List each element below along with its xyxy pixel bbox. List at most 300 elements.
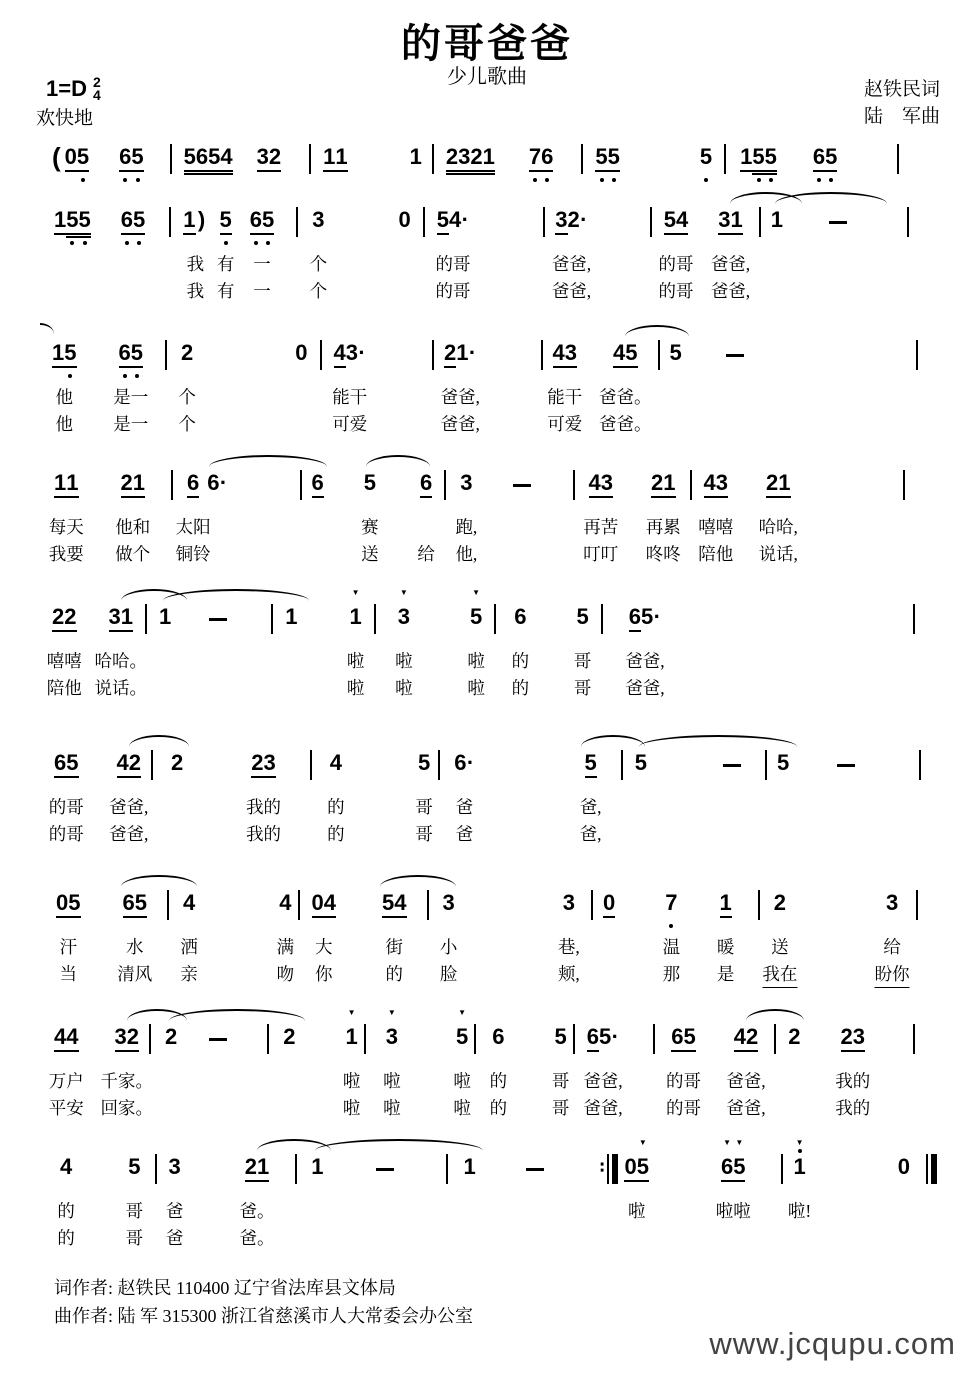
note-cell [312, 888, 337, 988]
note-row [376, 1152, 394, 1186]
lyric-syllable: 送 [361, 544, 379, 564]
note-cell [175, 468, 211, 568]
note-digit: 6 [311, 470, 324, 495]
lyric-row [698, 514, 734, 541]
note-run [119, 342, 144, 368]
lyric-row [547, 411, 583, 438]
lyric-row [579, 821, 602, 848]
note-digit: 6 [54, 750, 67, 775]
note-row [159, 602, 171, 636]
note-row [577, 602, 589, 636]
lyric-row [383, 1095, 401, 1122]
note-row [279, 888, 291, 922]
note-row [271, 602, 273, 636]
note-digit: · [219, 470, 228, 495]
note-digit: ▼ 5 [733, 1156, 745, 1178]
lyric-syllable: 哈哈, [758, 517, 798, 537]
barline [607, 1154, 609, 1184]
lyric-row [52, 384, 77, 411]
note-row [56, 888, 81, 922]
lyric-row [489, 1095, 508, 1122]
lyric-syllable: 当 [59, 964, 77, 984]
note-digit: 5 [128, 1154, 141, 1179]
note-row [658, 338, 660, 372]
note-run [777, 752, 789, 778]
lyric-syllable: 的 [385, 964, 403, 984]
note-digit: 5 [66, 207, 79, 232]
lyric-row [439, 961, 458, 988]
note-cell [467, 602, 485, 702]
lyric-syllable: 亲 [180, 964, 198, 984]
note-row [438, 748, 440, 782]
note-digit: ) [197, 207, 206, 232]
note-cell [874, 888, 910, 988]
note-cell [57, 1152, 75, 1252]
lyric-row [583, 1095, 623, 1122]
barline-cell [903, 468, 905, 502]
lyric-row [56, 961, 81, 988]
lyric-row [250, 278, 275, 305]
note-digit: 2 [165, 1024, 178, 1049]
lyric-row [666, 1095, 701, 1122]
barline-cell [423, 205, 425, 239]
lyric-row [624, 1225, 649, 1252]
barline-cell [494, 602, 496, 636]
barline-cell [907, 205, 909, 239]
barline [446, 1154, 448, 1184]
lyric-row [250, 251, 275, 278]
barline-cell [427, 888, 429, 922]
note-cell [327, 748, 345, 848]
note-digit: 4 [323, 890, 336, 915]
note-digit: · [358, 340, 366, 365]
lyric-row [467, 648, 485, 675]
lyric-syllable: 我的 [835, 1071, 871, 1091]
barline-cell [444, 468, 446, 502]
lyric-row [573, 648, 592, 675]
lyric-row [624, 1198, 649, 1225]
note-cell [113, 338, 149, 438]
lyric-syllable: 他, [455, 544, 478, 564]
lyric-syllable: 啦 [346, 651, 365, 671]
barline [271, 604, 273, 634]
note-digit: 5 [584, 750, 597, 775]
note-row [54, 205, 91, 239]
lyric-row [342, 1068, 361, 1095]
note-row [629, 602, 662, 636]
note-cell [56, 888, 81, 988]
lyric-row [658, 251, 694, 278]
lyric-syllable: 吻 [276, 964, 295, 984]
note-digit: 5 [599, 1024, 612, 1049]
note-cell [376, 1152, 394, 1186]
note-run [771, 209, 783, 235]
note-cell [100, 1022, 153, 1122]
note-digit: 1 [120, 604, 133, 629]
lyric-row [180, 961, 198, 988]
barline [573, 470, 575, 500]
lyric-row [183, 278, 207, 305]
lyric-row [583, 541, 619, 568]
lyric-row [453, 1095, 471, 1122]
lyric-row [327, 821, 345, 848]
note-row [595, 142, 620, 176]
note-row [723, 748, 741, 782]
note-cell [777, 748, 789, 782]
note-run [245, 1156, 270, 1182]
barline-cell [573, 1022, 575, 1056]
duration-dash [376, 1168, 394, 1171]
note-digit: 2 [171, 750, 184, 775]
note-cell [209, 1022, 227, 1056]
note-digit: 0 [64, 144, 77, 169]
note-row [423, 205, 425, 239]
note-digit: 1 [66, 470, 79, 495]
note-run [460, 472, 472, 498]
note-cell [440, 338, 480, 438]
note-row [251, 748, 276, 782]
note-row [364, 468, 376, 502]
lyric-syllable: 个 [178, 414, 196, 434]
lyric-syllable: 脸 [439, 964, 458, 984]
note-row [184, 142, 233, 176]
note-cell [625, 602, 665, 702]
note-row [312, 468, 324, 502]
note-run [207, 472, 227, 498]
note-row [464, 1152, 476, 1186]
meter-denominator: 4 [92, 87, 101, 103]
barline-cell [298, 888, 300, 922]
barline [907, 207, 909, 237]
lyric-syllable: 爸爸。 [599, 414, 652, 434]
note-row [52, 338, 77, 372]
note-row [54, 748, 79, 782]
note-digit: 5 [76, 144, 90, 169]
barline-cell [267, 1022, 269, 1056]
lyric-syllable: 可爱 [332, 414, 368, 434]
note-row [446, 142, 495, 176]
lyric-syllable: 哥 [573, 678, 592, 698]
note-row [171, 748, 183, 782]
music-system-3 [52, 338, 918, 438]
lyric-row [109, 821, 149, 848]
lyric-row [771, 934, 789, 961]
lyric-syllable: 我的 [246, 797, 281, 817]
note-run [311, 1156, 323, 1182]
note-run [603, 892, 615, 918]
lyric-row [175, 541, 211, 568]
note-row [740, 142, 777, 176]
note-digit: 1 [159, 604, 172, 629]
note-row [721, 1152, 746, 1186]
note-row [245, 1152, 270, 1186]
lyric-syllable: 爸爸。 [599, 387, 652, 407]
note-digit: 5 [130, 340, 143, 365]
note-run [323, 146, 348, 172]
note-cell [115, 468, 151, 568]
lyric-row [662, 961, 681, 988]
lyric-syllable: 清风 [117, 964, 153, 984]
note-row [788, 1022, 800, 1056]
note-run [121, 472, 146, 498]
barline [543, 207, 545, 237]
note-digit: 5 [663, 207, 676, 232]
note-run [382, 892, 407, 918]
lyric-row [835, 1095, 871, 1122]
note-run [115, 1026, 140, 1052]
note-row [169, 1152, 181, 1186]
note-cell [758, 468, 798, 568]
note-digit: 6 [249, 207, 262, 232]
barline [171, 470, 173, 500]
barline-cell [759, 205, 761, 239]
lyric-row [48, 541, 84, 568]
note-run [587, 1026, 599, 1052]
lyric-syllable: 汗 [59, 937, 77, 957]
lyric-row [511, 675, 530, 702]
lyric-row [239, 1225, 275, 1252]
lyric-syllable: 我的 [246, 824, 281, 844]
tie-end-hook [40, 323, 54, 334]
lyric-syllable: 哥 [125, 1201, 144, 1221]
barline-cell [650, 205, 652, 239]
lyric-syllable: 再累 [645, 517, 681, 537]
music-system-4 [48, 468, 905, 568]
barline-cell [621, 748, 623, 782]
note-digit: 6 [454, 750, 467, 775]
note-digit: 0 [398, 207, 411, 232]
lyric-row [52, 411, 77, 438]
lyric-syllable: 哥 [551, 1098, 570, 1118]
lyric-syllable: 哈哈。 [94, 651, 147, 671]
barline [169, 207, 171, 237]
barline [541, 340, 543, 370]
lyric-row [94, 648, 147, 675]
note-run [184, 146, 233, 172]
lyric-row [382, 934, 407, 961]
lyric-syllable: 的哥 [435, 254, 471, 274]
note-cell [740, 142, 777, 176]
lyric-syllable: 一 [253, 281, 271, 301]
lyric-row [115, 541, 151, 568]
lyric-syllable: 哥 [415, 797, 433, 817]
note-row [470, 602, 482, 636]
note-digit: 3 [442, 890, 455, 915]
lyric-syllable: 爸爸, [710, 254, 751, 274]
tempo-marking: 欢快地 [36, 108, 94, 129]
note-row [446, 1152, 448, 1186]
note-cell [526, 1152, 544, 1186]
barline [167, 890, 169, 920]
slur-arc [366, 455, 430, 468]
note-cell [624, 1152, 649, 1252]
barline-cell [541, 338, 543, 372]
lyric-row [415, 794, 433, 821]
note-digit: 6 [492, 1024, 505, 1049]
lyric-row [645, 541, 681, 568]
note-row [650, 205, 652, 239]
note-digit: 1 [335, 144, 348, 169]
lyric-row [551, 278, 592, 305]
lyric-row [48, 1068, 84, 1095]
barline [903, 470, 905, 500]
note-run [334, 342, 346, 368]
lyric-syllable: 啦 [467, 651, 485, 671]
note-digit: 5 [595, 144, 608, 169]
lyric-row [758, 541, 798, 568]
note-digit: 3 [852, 1024, 865, 1049]
note-digit: ▼ 5 [470, 606, 482, 628]
barline [267, 1024, 269, 1054]
lyric-syllable: 啦 [395, 678, 413, 698]
note-digit: 5 [669, 340, 682, 365]
note-digit: 6 [122, 890, 135, 915]
lyric-row [382, 961, 407, 988]
lyric-row [835, 1068, 871, 1095]
lyric-row [721, 1225, 746, 1252]
note-cell [511, 602, 530, 702]
note-digit: 2 [766, 470, 779, 495]
note-digit: 1 [663, 470, 676, 495]
lyric-syllable: 爸爸, [583, 1071, 623, 1091]
lyric-row [467, 675, 485, 702]
note-cell [65, 142, 90, 176]
note-row [913, 602, 915, 636]
lyric-row [109, 794, 149, 821]
lyric-row [46, 675, 82, 702]
note-cell [52, 338, 77, 438]
lyric-row [417, 541, 435, 568]
note-digit: 3 [564, 340, 577, 365]
note-run [66, 209, 91, 235]
note-digit: 4 [183, 890, 196, 915]
note-cell [716, 888, 735, 988]
lyric-row [309, 251, 328, 278]
lyric-row [216, 251, 235, 278]
site-watermark: www.jcqupu.com [709, 1326, 956, 1361]
lyric-row [511, 648, 530, 675]
note-cell [246, 748, 281, 848]
note-row [432, 338, 434, 372]
lyric-syllable: 啦 [453, 1071, 471, 1091]
note-run [446, 146, 495, 172]
note-row [364, 1022, 366, 1056]
slur-arc [625, 325, 689, 338]
note-digit: 6 [671, 1024, 684, 1049]
note-row [60, 1152, 72, 1186]
note-cell [455, 468, 478, 568]
note-digit: 2 [268, 144, 282, 169]
note-run [740, 146, 752, 172]
note-cell [183, 205, 207, 305]
lyric-row [334, 384, 367, 411]
lyric-row [455, 541, 478, 568]
note-run [220, 209, 232, 235]
music-system-2 [52, 205, 909, 305]
parenthesis: ( [52, 142, 61, 172]
barline-cell [364, 1022, 366, 1056]
lyric-row [716, 934, 735, 961]
note-row [543, 205, 545, 239]
lyric-row [758, 514, 798, 541]
slur-arc [380, 875, 456, 888]
note-run [595, 146, 620, 172]
barline-cell [300, 468, 302, 502]
note-row [444, 468, 446, 502]
barline [295, 1154, 297, 1184]
note-digit: · [611, 1024, 619, 1049]
lyricist-credit: 赵铁民词 [863, 79, 940, 100]
note-row [207, 468, 227, 502]
lyric-syllable: 有 [216, 281, 235, 301]
lyric-row [165, 1225, 184, 1252]
note-cell [583, 468, 619, 568]
barline [591, 890, 593, 920]
lyric-row [599, 384, 652, 411]
duration-dash [209, 1038, 227, 1041]
note-digit: 4 [220, 144, 233, 169]
note-digit: 3 [458, 144, 471, 169]
note-row [813, 142, 838, 176]
duration-dash [726, 354, 744, 357]
note-row [793, 1152, 805, 1186]
lyric-row [710, 251, 751, 278]
lyric-row [787, 1198, 812, 1225]
lyric-syllable: 巷, [557, 937, 580, 957]
lyric-syllable: 我的 [835, 1098, 871, 1118]
note-cell [446, 142, 495, 176]
lyric-row [658, 278, 694, 305]
barline [423, 207, 425, 237]
lyric-syllable: 的哥 [666, 1071, 701, 1091]
lyric-syllable: 能干 [332, 387, 368, 407]
note-cell [829, 205, 847, 239]
note-run [886, 892, 898, 918]
lyric-row [46, 648, 82, 675]
barline [432, 144, 434, 174]
note-cell [207, 468, 227, 502]
note-row [386, 1022, 398, 1056]
note-run [700, 146, 712, 172]
note-digit: 1 [183, 207, 196, 232]
duration-dash [837, 764, 855, 767]
lyric-syllable: 的哥 [435, 281, 471, 301]
lyric-syllable: 爸爸, [583, 1098, 623, 1118]
lyric-row [453, 1068, 471, 1095]
note-row [427, 888, 429, 922]
note-digit: 6 [514, 604, 527, 629]
music-system-6 [48, 748, 921, 848]
note-cell [346, 602, 365, 702]
lyric-syllable: 我在 [762, 961, 797, 988]
note-row [183, 888, 195, 922]
note-row [589, 468, 614, 502]
lyric-row [123, 934, 148, 961]
lyric-syllable: 街 [385, 937, 403, 957]
note-row [621, 748, 623, 782]
note-run [613, 342, 638, 368]
barline [310, 750, 312, 780]
note-row [897, 142, 899, 176]
lyric-syllable: 啦 [342, 1071, 361, 1091]
note-row [454, 748, 474, 782]
music-system-7 [52, 888, 918, 988]
note-row [115, 1022, 140, 1056]
note-digit: 2 [64, 604, 77, 629]
note-cell [454, 748, 474, 848]
song-subtitle: 少儿歌曲 [447, 66, 527, 88]
note-row [829, 205, 847, 239]
